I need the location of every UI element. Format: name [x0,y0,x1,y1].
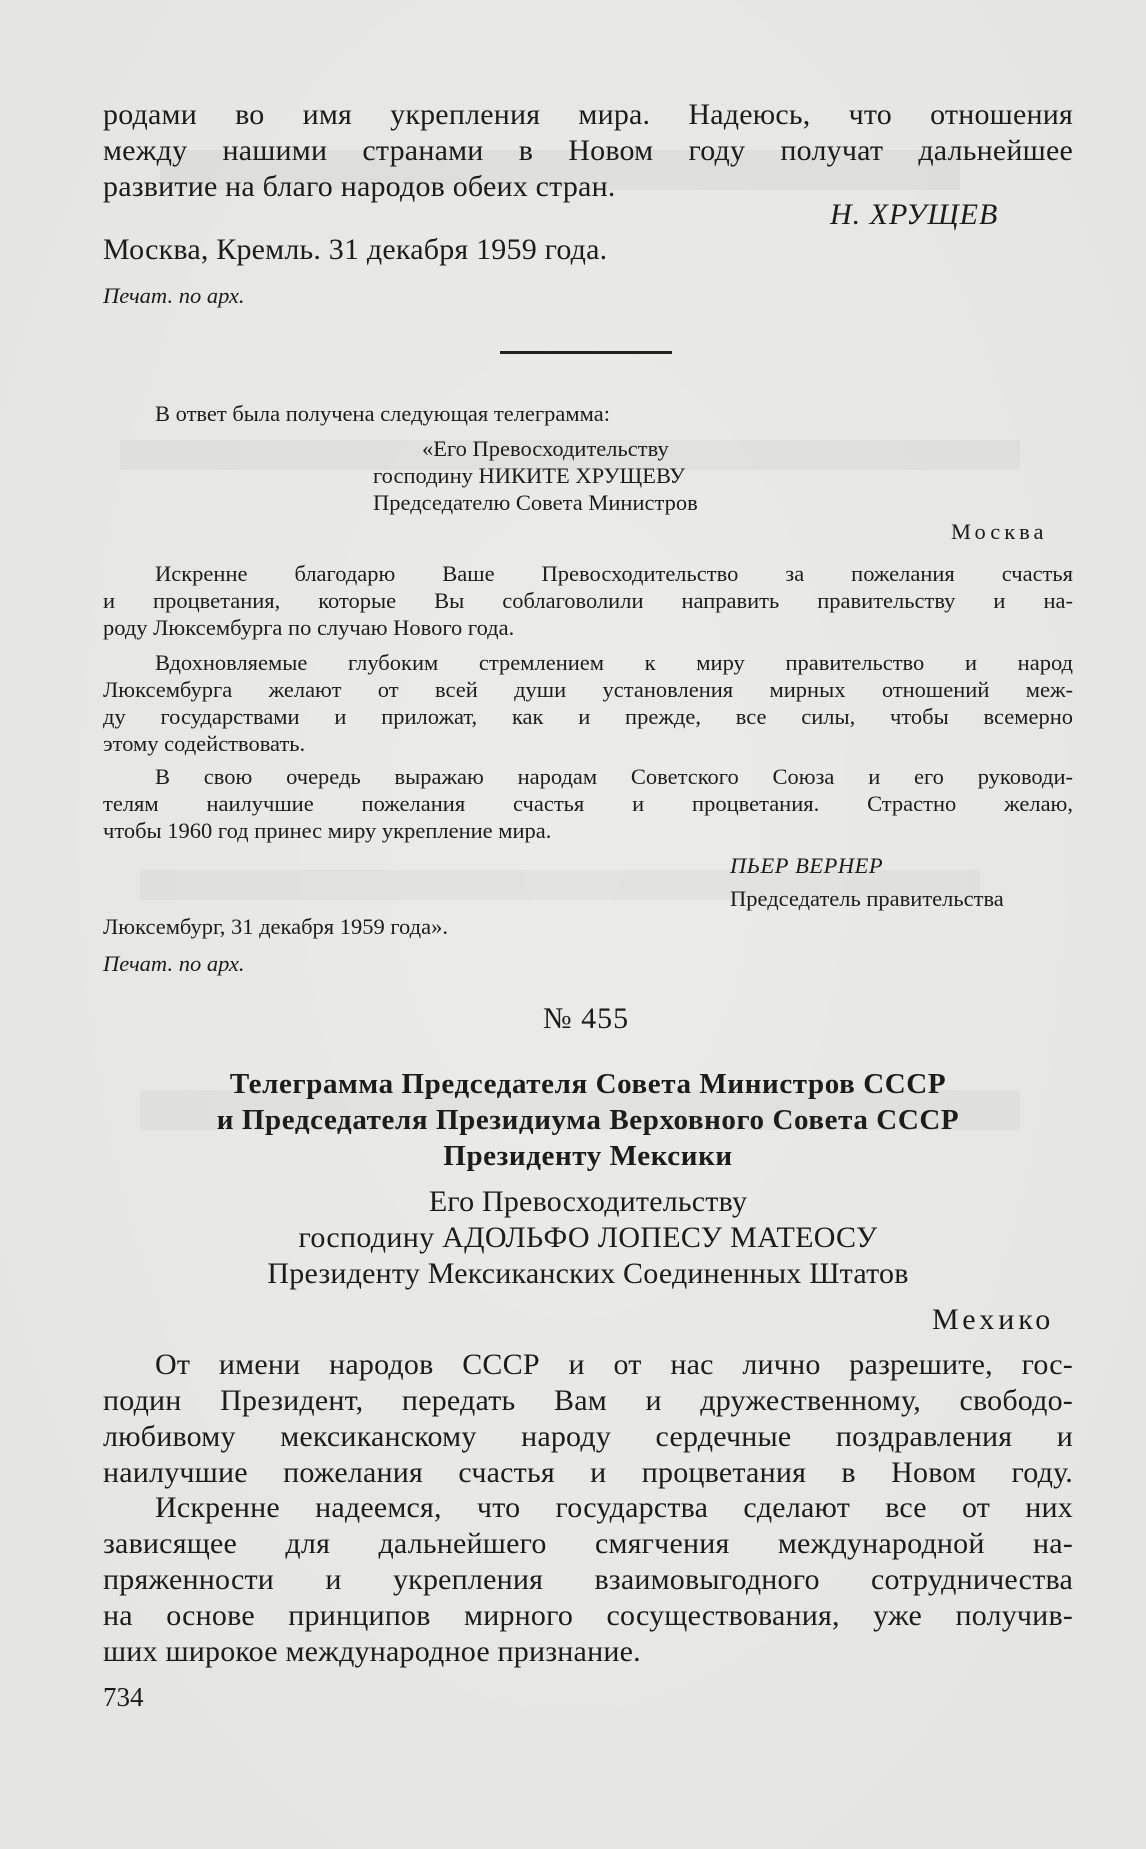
text-line: пряженности и укрепления взаимовыгодного сотрудничества [103,1563,1073,1596]
document-city: Мехико [932,1303,1055,1336]
text-line: чтобы 1960 год принес миру укрепление мира. [103,818,552,843]
reply-intro: В ответ была получена следующая телеграмма: [155,401,610,426]
reply-paragraph-1 [103,560,1073,641]
title-line: Телеграмма Председателя Совета Министров СССР [229,1068,947,1100]
source-note: Печат. по арх. [103,283,245,308]
address-line: Президенту Мексиканских Соединенных Штатов [267,1257,909,1290]
text-line: ших широкое международное признание. [103,1635,641,1668]
reply-city: Москва [951,519,1048,544]
text-line: подин Президент, передать Вам и дружественному, свободо- [103,1384,1073,1417]
text-line: на основе принципов мирного сосуществования, уже получив- [103,1599,1073,1632]
document-number: № 455 [543,1002,630,1035]
document-address [103,1184,1073,1292]
text-line: роду Люксембурга по случаю Нового года. [103,615,515,640]
text-line: Искренне благодарю Ваше Превосходительство за пожелания счастья [155,561,1073,586]
text-line: любивому мексиканскому народу сердечные поздравления и [103,1420,1073,1453]
reply-place-date: Люксембург, 31 декабря 1959 года». [103,914,448,939]
text-line: Вдохновляемые глубоким стремлением к миру правительство и народ [155,650,1073,675]
letter-end-text [103,97,1073,205]
signature-werner: ПЬЕР ВЕРНЕР [730,853,884,878]
text-line: между нашими странами в Новом году получат дальнейшее [103,134,1073,167]
signature-khrushchev: Н. ХРУЩЕВ [830,198,999,231]
text-line: родами во имя укрепления мира. Надеюсь, что отношения [103,98,1073,131]
letter-place-date: Москва, Кремль. 31 декабря 1959 года. [103,233,608,266]
address-line: «Его Превосходительству [422,436,669,461]
text-line: Люксембурга желают от всей души установления мирных отношений меж- [103,677,1073,702]
document-paragraph-2 [103,1490,1073,1670]
source-note: Печат. по арх. [103,951,245,976]
document-title [103,1066,1073,1174]
text-line: ду государствами и приложат, как и прежде, все силы, чтобы всемерно [103,704,1073,729]
text-line: От имени народов СССР и от нас лично разрешите, гос- [155,1348,1073,1381]
text-line: зависящее для дальнейшего смягчения международной на- [103,1527,1073,1560]
title-line: и Председателя Президиума Верховного Совета СССР [216,1104,960,1136]
address-line: господину АДОЛЬФО ЛОПЕСУ МАТЕОСУ [298,1221,878,1254]
signature-title: Председатель правительства [730,886,1004,911]
document-paragraph-1 [103,1347,1073,1491]
text-line: В свою очередь выражаю народам Советского Союза и его руководи- [155,764,1073,789]
title-line: Президенту Мексики [443,1140,733,1172]
reply-paragraph-2 [103,649,1073,757]
text-line: телям наилучшие пожелания счастья и процветания. Страстно желаю, [103,791,1073,816]
address-line: господину НИКИТЕ ХРУЩЕВУ [373,463,686,488]
page-number: 734 [103,1682,144,1712]
text-line: этому содействовать. [103,731,306,756]
text-line: наилучшие пожелания счастья и процветания в Новом году. [103,1456,1073,1489]
reply-address [373,435,698,516]
section-divider [500,351,672,354]
address-line: Председателю Совета Министров [373,490,698,515]
reply-paragraph-3 [103,763,1073,844]
text-line: Искренне надеемся, что государства сделают все от них [155,1491,1073,1524]
text-line: и процветания, которые Вы соблаговолили направить правительству и на- [103,588,1073,613]
address-line: Его Превосходительству [428,1185,748,1218]
text-line: развитие на благо народов обеих стран. [103,170,616,203]
